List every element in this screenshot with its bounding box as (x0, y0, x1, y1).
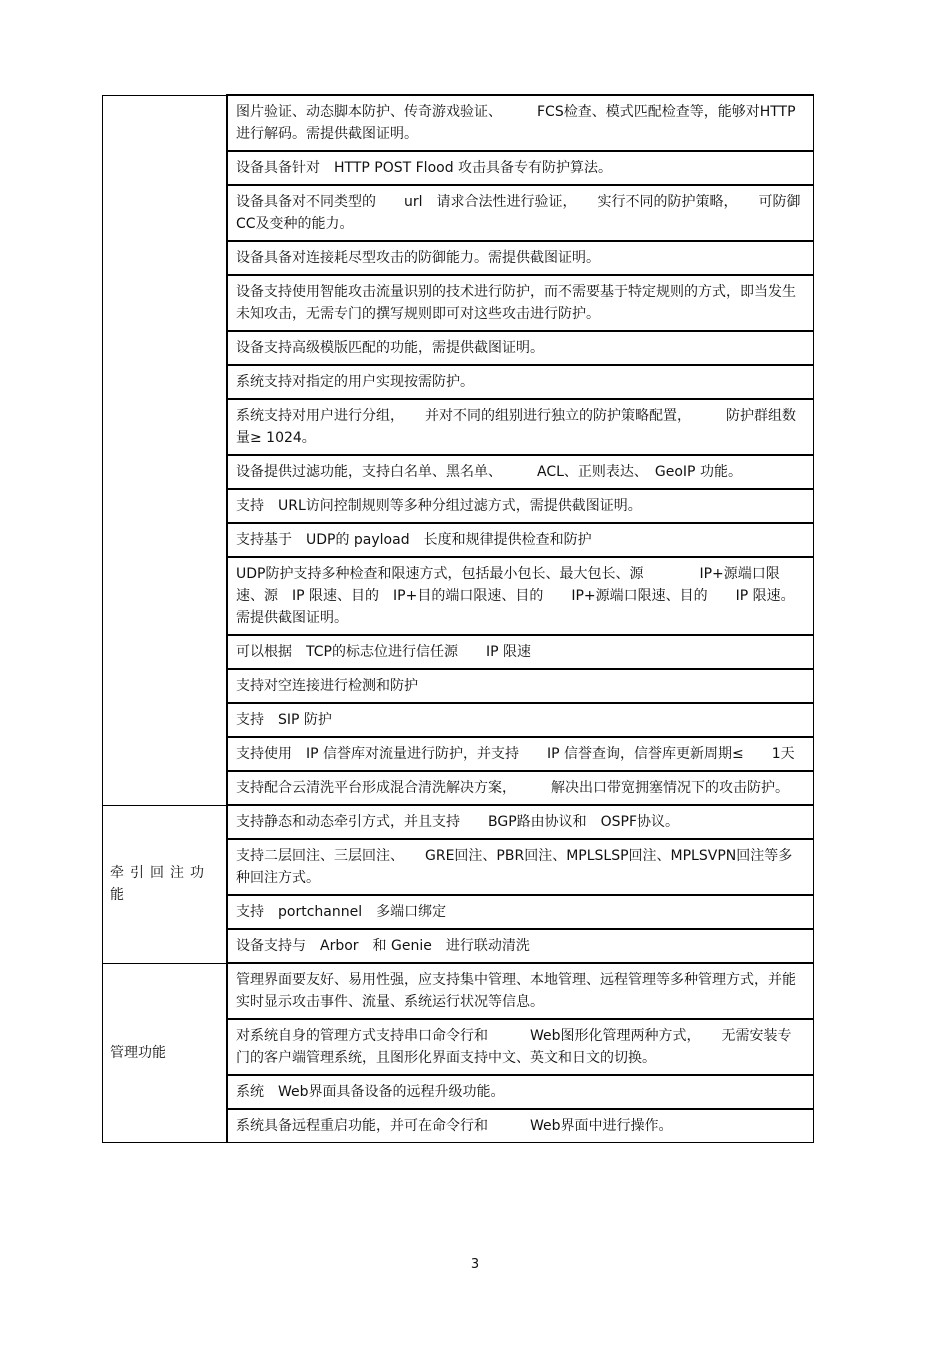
requirement-cell: 系统 Web界面具备设备的远程升级功能。 (227, 1075, 814, 1109)
category-cell: 牵引回注功能 (103, 805, 228, 963)
page-number: 3 (470, 1257, 480, 1272)
requirement-cell: 支持 SIP 防护 (227, 703, 814, 737)
requirement-cell: 设备支持高级模版匹配的功能，需提供截图证明。 (227, 331, 814, 365)
requirement-cell: 系统支持对用户进行分组， 并对不同的组别进行独立的防护策略配置， 防护群组数量≥ 1024。 (227, 399, 814, 455)
requirement-cell: 支持 URL访问控制规则等多种分组过滤方式，需提供截图证明。 (227, 489, 814, 523)
category-cell (103, 95, 228, 805)
category-cell: 管理功能 (103, 963, 228, 1143)
table-row (103, 963, 814, 1019)
requirement-cell: 支持二层回注、三层回注、 GRE回注、PBR回注、MPLSLSP回注、MPLSVPN回注等多种回注方式。 (227, 839, 814, 895)
requirement-cell: 设备支持与 Arbor 和 Genie 进行联动清洗 (227, 929, 814, 963)
spec-table-body (103, 95, 814, 1143)
requirement-cell: 可以根据 TCP的标志位进行信任源 IP 限速 (227, 635, 814, 669)
table-row (103, 95, 814, 151)
requirement-cell: 支持使用 IP 信誉库对流量进行防护，并支持 IP 信誉查询，信誉库更新周期≤ 1天 (227, 737, 814, 771)
requirement-cell: 支持 portchannel 多端口绑定 (227, 895, 814, 929)
requirement-cell: 设备具备针对 HTTP POST Flood 攻击具备专有防护算法。 (227, 151, 814, 185)
requirement-cell: 管理界面要友好、易用性强，应支持集中管理、本地管理、远程管理等多种管理方式，并能实时显示攻击事件、流量、系统运行状况等信息。 (227, 963, 814, 1019)
requirement-cell: 支持对空连接进行检测和防护 (227, 669, 814, 703)
requirement-cell: 支持基于 UDP的 payload 长度和规律提供检查和防护 (227, 523, 814, 557)
requirement-cell: 设备具备对不同类型的 url 请求合法性进行验证， 实行不同的防护策略， 可防御CC及变种的能力。 (227, 185, 814, 241)
table-row (103, 805, 814, 839)
requirement-cell: 系统支持对指定的用户实现按需防护。 (227, 365, 814, 399)
requirement-cell: UDP防护支持多种检查和限速方式，包括最小包长、最大包长、源 IP+源端口限速、源 IP 限速、目的 IP+目的端口限速、目的 IP+源端口限速、目的 IP 限速。需提供截图证明。 (227, 557, 814, 635)
requirement-cell: 支持静态和动态牵引方式，并且支持 BGP路由协议和 OSPF协议。 (227, 805, 814, 839)
requirement-cell: 设备支持使用智能攻击流量识别的技术进行防护，而不需要基于特定规则的方式，即当发生未知攻击，无需专门的撰写规则即可对这些攻击进行防护。 (227, 275, 814, 331)
requirement-cell: 对系统自身的管理方式支持串口命令行和 Web图形化管理两种方式， 无需安装专门的客户端管理系统，且图形化界面支持中文、英文和日文的切换。 (227, 1019, 814, 1075)
spec-table (102, 94, 814, 1143)
requirement-cell: 设备具备对连接耗尽型攻击的防御能力。需提供截图证明。 (227, 241, 814, 275)
requirement-cell: 图片验证、动态脚本防护、传奇游戏验证、 FCS检查、模式匹配检查等，能够对HTTP进行解码。需提供截图证明。 (227, 95, 814, 151)
requirement-cell: 设备提供过滤功能，支持白名单、黑名单、 ACL、正则表达、 GeoIP 功能。 (227, 455, 814, 489)
requirement-cell: 系统具备远程重启功能，并可在命令行和 Web界面中进行操作。 (227, 1109, 814, 1143)
requirement-cell: 支持配合云清洗平台形成混合清洗解决方案， 解决出口带宽拥塞情况下的攻击防护。 (227, 771, 814, 805)
